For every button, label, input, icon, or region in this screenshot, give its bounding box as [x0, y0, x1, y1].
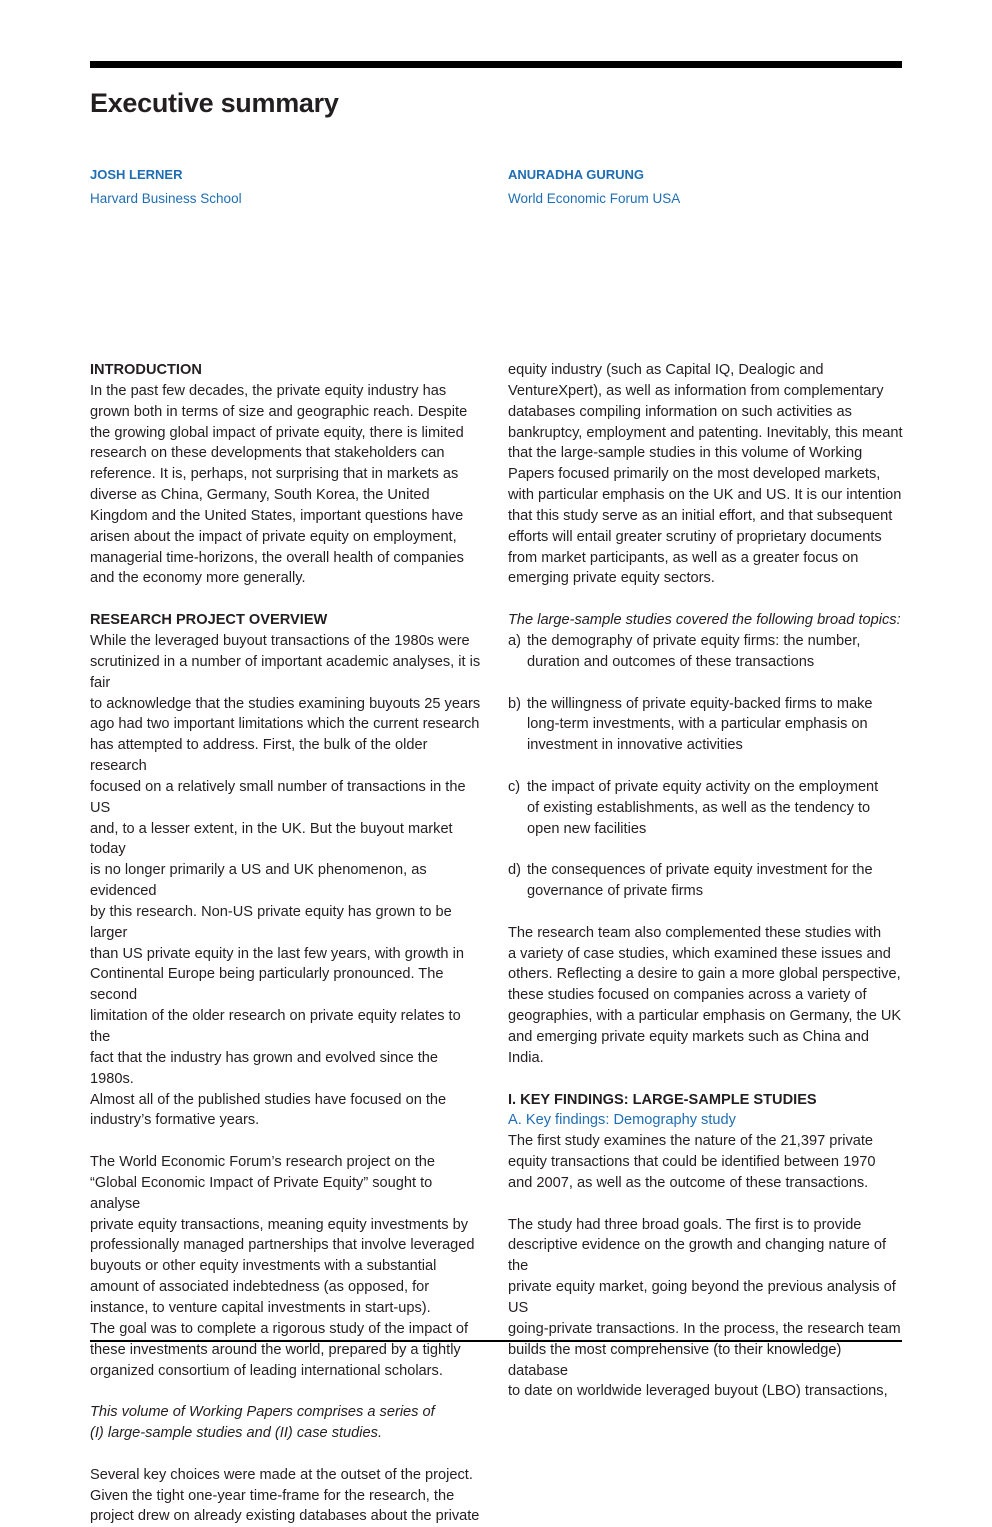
text-line: efforts will entail greater scrutiny of proprietary documents: [508, 528, 882, 545]
topic-label: d): [508, 862, 521, 879]
case-studies-paragraph: [508, 923, 903, 1069]
text-line: the impact of private equity activity on the employment: [527, 778, 879, 795]
text-line: arisen about the impact of private equity on employment,: [90, 528, 457, 545]
topic-label: b): [508, 695, 521, 712]
text-line: to acknowledge that the studies examining buyouts 25 years: [90, 695, 481, 712]
text-line: databases compiling information on such activities as: [508, 403, 852, 420]
text-line: and the economy more generally.: [90, 570, 306, 587]
text-line: of existing establishments, as well as the tendency to: [527, 799, 871, 816]
text-line: with particular emphasis on the UK and US. It is our intention: [508, 487, 902, 504]
findings-heading: I. KEY FINDINGS: LARGE-SAMPLE STUDIES: [508, 1091, 817, 1108]
findings-subheading: A. Key findings: Demography study: [508, 1112, 736, 1129]
text-line: that this study serve as an initial effort, and that subsequent: [508, 507, 893, 524]
first-study-paragraph: [508, 1131, 903, 1194]
text-line: investment in innovative activities: [527, 737, 743, 754]
text-line: The research team also complemented these studies with: [508, 924, 882, 941]
forum-paragraph: [90, 1152, 485, 1381]
text-line: private equity market, going beyond the previous analysis of US: [508, 1279, 896, 1316]
text-line: organized consortium of leading international scholars.: [90, 1362, 443, 1379]
text-line: the demography of private equity firms: the number,: [527, 632, 861, 649]
topics-intro: The large-sample studies covered the following broad topics:: [508, 612, 901, 629]
choices-paragraph: [90, 1465, 485, 1527]
text-line: the growing global impact of private equity, there is limited: [90, 424, 464, 441]
text-line: Continental Europe being particularly pronounced. The second: [90, 966, 444, 1004]
text-line: governance of private firms: [527, 883, 704, 900]
author-affiliation: World Economic Forum USA: [508, 191, 681, 206]
text-line: going-private transactions. In the process, the research team: [508, 1320, 901, 1337]
intro-paragraph: [90, 381, 485, 589]
text-line: long-term investments, with a particular emphasis on: [527, 716, 868, 733]
text-line: has attempted to address. First, the bulk of the older research: [90, 737, 428, 775]
text-line: The study had three broad goals. The first is to provide: [508, 1216, 862, 1233]
text-line: others. Reflecting a desire to gain a more global perspective,: [508, 966, 901, 983]
text-line: limitation of the older research on private equity relates to the: [90, 1008, 461, 1045]
text-line: the willingness of private equity-backed firms to make: [527, 695, 873, 712]
text-line: and 2007, as well as the outcome of these transactions.: [508, 1174, 869, 1191]
text-line: a variety of case studies, which examined these issues and: [508, 945, 891, 962]
text-line: open new facilities: [527, 820, 647, 837]
text-line: fact that the industry has grown and evolved since the 1980s.: [90, 1049, 439, 1087]
text-line: that the large-sample studies in this volume of Working: [508, 445, 863, 462]
right-column: [508, 360, 903, 1402]
text-line: geographies, with a particular emphasis on Germany, the UK: [508, 1008, 902, 1025]
text-line: diverse as China, Germany, South Korea, the United: [90, 487, 430, 504]
text-line: equity transactions that could be identified between 1970: [508, 1154, 876, 1171]
author-affiliation: Harvard Business School: [90, 191, 242, 206]
text-line: Several key choices were made at the outset of the project.: [90, 1466, 473, 1483]
text-line: VentureXpert), as well as information from complementary: [508, 382, 884, 399]
text-line: bankruptcy, employment and patenting. Inevitably, this meant: [508, 424, 903, 441]
text-line: and emerging private equity markets such as China and India.: [508, 1029, 869, 1066]
continuation-paragraph: [508, 360, 903, 589]
author-name: ANURADHA GURUNG: [508, 167, 645, 182]
text-line: Kingdom and the United States, important questions have: [90, 507, 464, 524]
text-line: The goal was to complete a rigorous study of the impact of: [90, 1320, 469, 1337]
page-title: Executive summary: [90, 88, 339, 118]
topic-item-d: [508, 860, 903, 902]
topic-label: c): [508, 778, 521, 795]
text-line: these studies focused on companies across a variety of: [508, 987, 867, 1004]
text-line: amount of associated indebtedness (as opposed, for: [90, 1279, 430, 1296]
text-line: The first study examines the nature of the 21,397 private: [508, 1133, 874, 1150]
text-line: private equity transactions, meaning equity investments by: [90, 1216, 469, 1233]
text-line: The World Economic Forum’s research project on the: [90, 1154, 435, 1171]
volume-paragraph: [90, 1402, 485, 1444]
text-line: scrutinized in a number of important academic analyses, it is fair: [90, 653, 481, 691]
author-lerner: [90, 167, 242, 207]
text-line: industry’s formative years.: [90, 1112, 260, 1129]
text-line: to date on worldwide leveraged buyout (LBO) transactions,: [508, 1383, 888, 1400]
text-line: Given the tight one-year time-frame for the research, the: [90, 1487, 455, 1504]
text-line: from market participants, as well as a greater focus on: [508, 549, 859, 566]
text-line: emerging private equity sectors.: [508, 570, 715, 587]
text-line: Almost all of the published studies have focused on the: [90, 1091, 447, 1108]
topic-label: a): [508, 632, 521, 649]
text-line: reference. It is, perhaps, not surprising that in markets as: [90, 466, 459, 483]
goals-paragraph: [508, 1215, 903, 1403]
text-line: descriptive evidence on the growth and changing nature of the: [508, 1237, 887, 1275]
left-column: [90, 360, 485, 1527]
text-line: by this research. Non-US private equity has grown to be larger: [90, 903, 452, 941]
text-line: than US private equity in the last few years, with growth in: [90, 945, 464, 962]
author-name: JOSH LERNER: [90, 167, 183, 182]
text-line: buyouts or other equity investments with a substantial: [90, 1258, 437, 1275]
topic-item-a: [508, 631, 903, 673]
text-line: and, to a lesser extent, in the UK. But the buyout market today: [90, 820, 453, 858]
text-line: managerial time-horizons, the overall health of companies: [90, 549, 464, 566]
author-gurung: [508, 167, 680, 207]
text-line: In the past few decades, the private equity industry has: [90, 382, 447, 399]
text-line: is no longer primarily a US and UK phenomenon, as evidenced: [90, 862, 427, 900]
text-line: duration and outcomes of these transactions: [527, 653, 815, 670]
overview-heading: RESEARCH PROJECT OVERVIEW: [90, 612, 328, 629]
text-line: “Global Economic Impact of Private Equity” sought to analyse: [90, 1174, 433, 1212]
text-line: builds the most comprehensive (to their knowledge) database: [508, 1341, 842, 1379]
bottom-rule: [90, 1340, 902, 1342]
text-line: ago had two important limitations which the current research: [90, 716, 480, 733]
text-line: focused on a relatively small number of transactions in the US: [90, 778, 466, 816]
topic-item-c: [508, 777, 903, 840]
text-line: (I) large-sample studies and (II) case studies.: [90, 1425, 382, 1442]
text-line: equity industry (such as Capital IQ, Dealogic and: [508, 362, 824, 378]
text-line: these investments around the world, prepared by a tightly: [90, 1341, 461, 1358]
top-rule: [90, 61, 902, 68]
text-line: instance, to venture capital investments in start-ups).: [90, 1299, 431, 1316]
text-line: This volume of Working Papers comprises a series of: [90, 1404, 435, 1421]
text-line: project drew on already existing databases about the private: [90, 1508, 480, 1525]
text-line: the consequences of private equity investment for the: [527, 862, 873, 879]
text-line: grown both in terms of size and geographic reach. Despite: [90, 403, 468, 420]
topic-item-b: [508, 694, 903, 757]
overview-paragraph: [90, 631, 485, 1131]
text-line: Papers focused primarily on the most developed markets,: [508, 466, 881, 483]
intro-heading: INTRODUCTION: [90, 362, 202, 378]
text-line: professionally managed partnerships that involve leveraged: [90, 1237, 475, 1254]
text-line: While the leveraged buyout transactions of the 1980s were: [90, 632, 470, 649]
text-line: research on these developments that stakeholders can: [90, 445, 445, 462]
